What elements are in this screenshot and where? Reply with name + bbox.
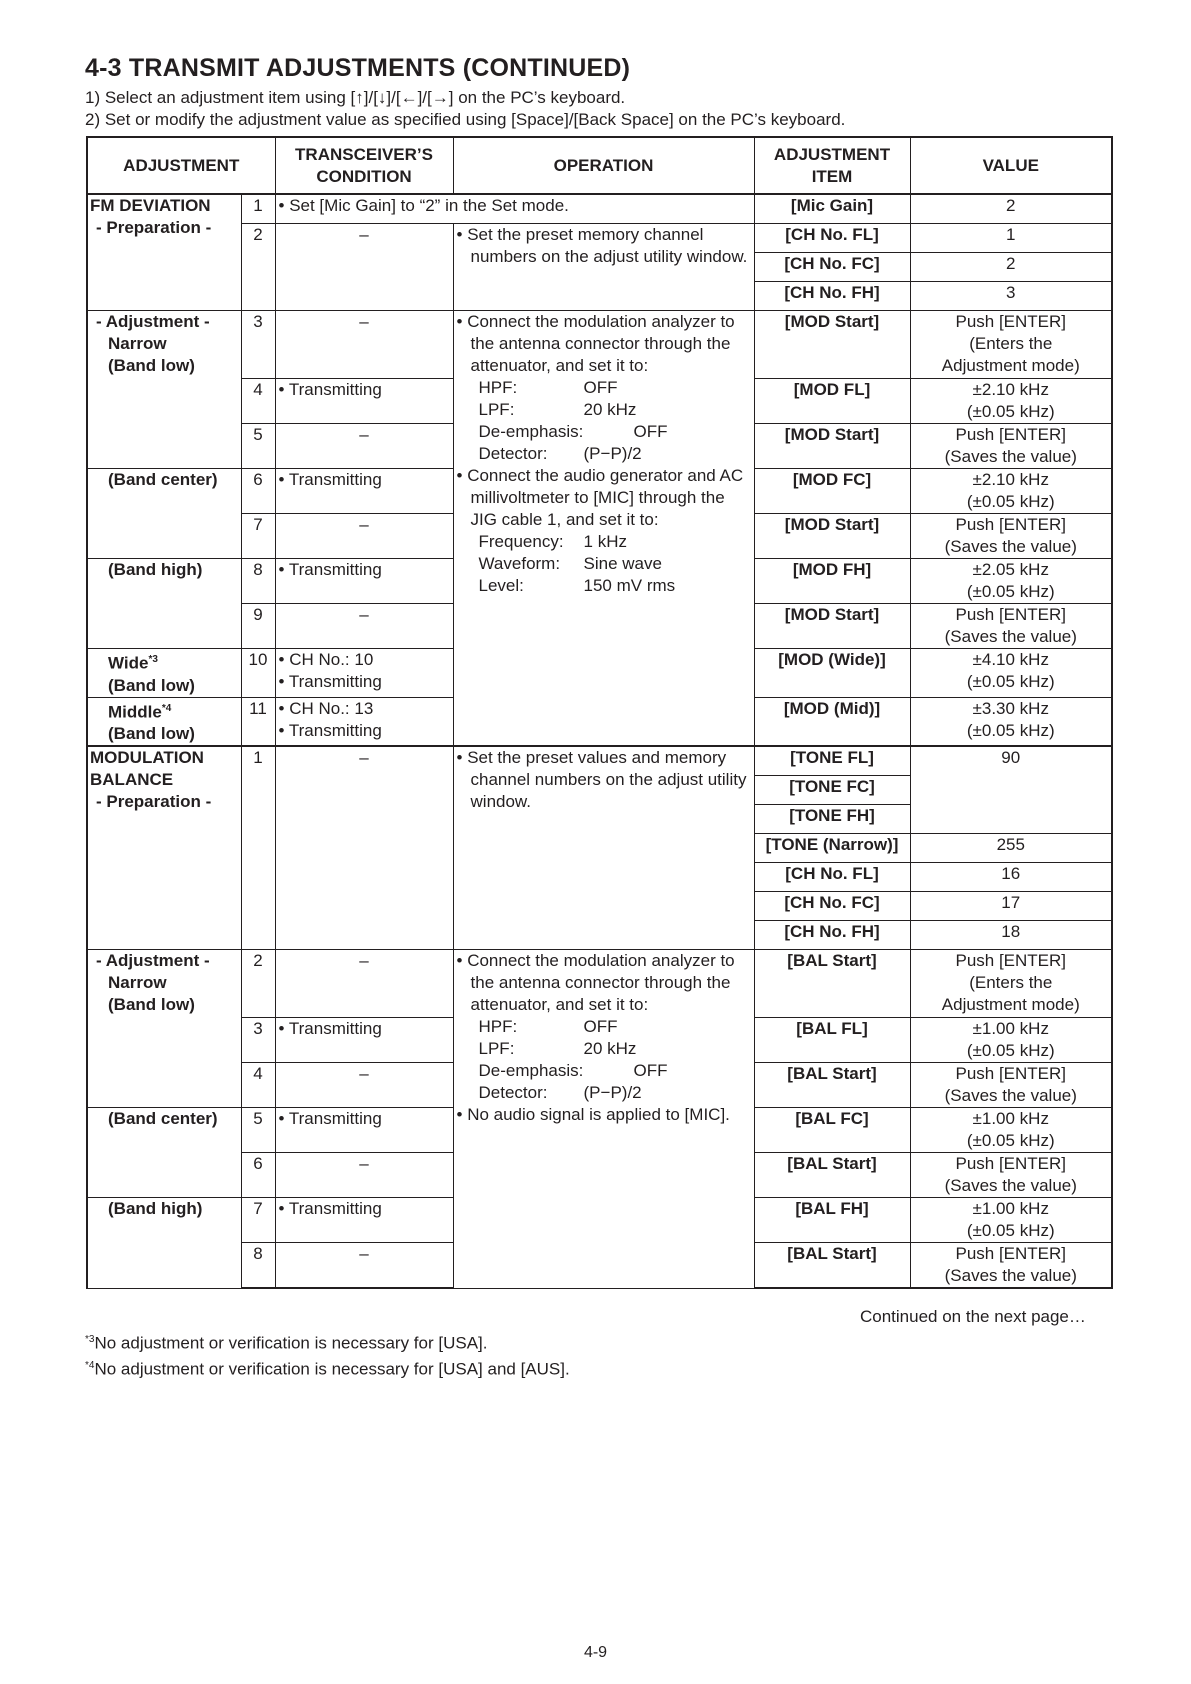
- param-value: Sine wave: [583, 554, 662, 573]
- adjustment-item: [CH No. FL]: [754, 863, 910, 892]
- footnote-text: No adjustment or verification is necessary for [USA].: [94, 1333, 488, 1353]
- footnote-mark: *4: [85, 1359, 95, 1371]
- value-line: (±0.05 kHz): [966, 402, 1055, 421]
- value-line: ±1.00 kHz: [972, 1109, 1049, 1129]
- step-number: 8: [241, 559, 275, 604]
- param-value: 150 mV rms: [583, 576, 676, 595]
- condition-line: • Transmitting: [278, 672, 382, 691]
- operation-text: • Connect the audio generator and AC millivoltmeter to [MIC] through the JIG cable 1, and set it to:: [456, 466, 744, 529]
- value-line: Adjustment mode): [941, 995, 1080, 1015]
- param-key: LPF:: [478, 400, 515, 419]
- param-value: OFF: [633, 1061, 668, 1081]
- continued-note: Continued on the next page…: [860, 1307, 1086, 1326]
- param-key: Detector:: [478, 1083, 548, 1103]
- footnote: [85, 1329, 570, 1355]
- value-line: (Saves the value): [944, 1086, 1077, 1106]
- adjustment-item: [MOD FC]: [754, 469, 910, 514]
- operation-param: [457, 1082, 754, 1104]
- adjustment-item: [MOD Start]: [754, 311, 910, 379]
- adjustment-cell: [87, 746, 241, 950]
- page-title: 4-3 TRANSMIT ADJUSTMENTS (CONTINUED): [85, 54, 631, 82]
- adjustment-cell: [87, 311, 241, 469]
- condition-cell: [275, 697, 453, 746]
- value-line: ±1.00 kHz: [972, 1019, 1049, 1039]
- adjustment-item: [BAL Start]: [754, 1243, 910, 1289]
- value-cell: [910, 379, 1112, 424]
- value-line: (±0.05 kHz): [966, 492, 1055, 511]
- adjustment-cell: [87, 469, 241, 559]
- operation-text: • Set the preset values and memory channel numbers on the adjust utility window.: [456, 748, 747, 812]
- adjustment-band: (Band low): [108, 675, 195, 695]
- operation-param: [457, 1016, 754, 1038]
- value-line: Push [ENTER]: [955, 605, 1067, 624]
- adjustment-subtitle: - Preparation -: [96, 792, 212, 812]
- value-line: ±4.10 kHz: [972, 650, 1049, 669]
- step-number: 6: [241, 1153, 275, 1198]
- value-line: (Saves the value): [944, 447, 1077, 466]
- adjustment-band: (Band center): [108, 1109, 218, 1129]
- adjustment-item: [BAL FH]: [754, 1198, 910, 1243]
- condition-cell: –: [275, 1243, 453, 1289]
- param-key: De-emphasis:: [478, 1061, 584, 1081]
- step-number: 4: [241, 379, 275, 424]
- value-cell: 255: [910, 834, 1112, 863]
- param-value: 1 kHz: [583, 532, 627, 551]
- transmit-adjustments-table: [86, 136, 1113, 1289]
- operation-param: [457, 531, 754, 553]
- value-cell: [910, 1243, 1112, 1289]
- value-cell: 2: [910, 194, 1112, 224]
- adjustment-subtitle: - Preparation -: [96, 218, 212, 237]
- footnote-text: No adjustment or verification is necessary for [USA] and [AUS].: [94, 1359, 570, 1379]
- step-number: 3: [241, 311, 275, 379]
- value-line: (Enters the: [969, 973, 1053, 993]
- footnote-mark: *4: [161, 702, 172, 714]
- step-number: 2: [241, 950, 275, 1018]
- condition-line: • Transmitting: [278, 720, 382, 740]
- condition-line: • CH No.: 13: [278, 698, 374, 718]
- header-condition-line2: CONDITION: [316, 166, 412, 186]
- adjustment-cell: [87, 1108, 241, 1198]
- value-cell: 3: [910, 282, 1112, 311]
- value-cell: [910, 559, 1112, 604]
- value-line: (Saves the value): [944, 537, 1077, 556]
- adjustment-band: (Band high): [108, 1199, 203, 1219]
- footnote: [85, 1355, 570, 1381]
- value-line: ±1.00 kHz: [972, 1199, 1049, 1219]
- operation-cell: [453, 746, 754, 950]
- param-key: Level:: [478, 576, 524, 595]
- step-number: 6: [241, 469, 275, 514]
- value-line: (±0.05 kHz): [966, 720, 1055, 740]
- header-adjustment: ADJUSTMENT: [87, 137, 275, 194]
- value-line: ±2.10 kHz: [972, 470, 1049, 489]
- condition-cell: • Transmitting: [275, 1018, 453, 1063]
- condition-cell: –: [275, 950, 453, 1018]
- value-line: (±0.05 kHz): [966, 1131, 1055, 1151]
- condition-cell: • Set [Mic Gain] to “2” in the Set mode.: [275, 194, 754, 224]
- condition-cell: –: [275, 1063, 453, 1108]
- table-row: [87, 311, 1112, 379]
- operation-param: [457, 553, 754, 575]
- value-line: (±0.05 kHz): [966, 1221, 1055, 1241]
- step-number: 4: [241, 1063, 275, 1108]
- condition-cell: –: [275, 514, 453, 559]
- operation-param: [457, 1038, 754, 1060]
- adjustment-item: [MOD FL]: [754, 379, 910, 424]
- condition-cell: • Transmitting: [275, 1108, 453, 1153]
- value-cell: 2: [910, 253, 1112, 282]
- step-number: 2: [241, 224, 275, 311]
- operation-param: [457, 443, 754, 465]
- table-header-row: [87, 137, 1112, 194]
- value-cell: [910, 1153, 1112, 1198]
- param-value: OFF: [583, 1017, 618, 1037]
- value-cell: [910, 424, 1112, 469]
- condition-cell: –: [275, 746, 453, 950]
- condition-cell: –: [275, 604, 453, 649]
- footnote-mark: *3: [148, 654, 158, 665]
- condition-line: • CH No.: 10: [278, 650, 374, 669]
- param-key: De-emphasis:: [478, 422, 584, 441]
- step-number: 9: [241, 604, 275, 649]
- value-line: (Saves the value): [944, 1266, 1077, 1286]
- adjustment-item: [CH No. FC]: [754, 892, 910, 921]
- param-key: LPF:: [478, 1039, 515, 1059]
- value-cell: [910, 649, 1112, 698]
- param-key: Frequency:: [478, 532, 564, 551]
- operation-param: [457, 421, 754, 443]
- value-line: Push [ENTER]: [955, 515, 1067, 534]
- step-number: 5: [241, 1108, 275, 1153]
- condition-cell: • Transmitting: [275, 1198, 453, 1243]
- adjustment-subtitle: - Adjustment -: [96, 312, 210, 331]
- value-line: ±3.30 kHz: [972, 698, 1049, 718]
- value-line: ±2.05 kHz: [972, 560, 1049, 579]
- header-value: VALUE: [910, 137, 1112, 194]
- adjustment-item: [CH No. FH]: [754, 921, 910, 950]
- value-cell: [910, 950, 1112, 1018]
- table-row: [87, 746, 1112, 776]
- adjustment-band: (Band high): [108, 560, 203, 579]
- operation-text: • Connect the modulation analyzer to the antenna connector through the attenuator, and set it to:: [456, 951, 735, 1015]
- param-key: Waveform:: [478, 554, 561, 573]
- step-number: 10: [241, 649, 275, 698]
- value-line: (Saves the value): [944, 1176, 1077, 1196]
- value-line: (±0.05 kHz): [966, 1041, 1055, 1061]
- value-line: (±0.05 kHz): [966, 672, 1055, 691]
- value-line: Push [ENTER]: [955, 425, 1067, 444]
- value-cell: [910, 514, 1112, 559]
- value-cell: [910, 1198, 1112, 1243]
- adjustment-cell: [87, 950, 241, 1108]
- adjustment-item: [MOD (Mid)]: [754, 697, 910, 746]
- header-item: [754, 137, 910, 194]
- value-line: Push [ENTER]: [955, 312, 1067, 331]
- operation-text: • Set the preset memory channel numbers on the adjust utility window.: [456, 225, 748, 266]
- value-cell: 18: [910, 921, 1112, 950]
- operation-cell: [453, 224, 754, 311]
- adjustment-mode-label: Wide: [108, 653, 149, 673]
- value-cell: 1: [910, 224, 1112, 253]
- adjustment-item: [BAL FL]: [754, 1018, 910, 1063]
- condition-cell: • Transmitting: [275, 469, 453, 514]
- header-condition-line1: TRANSCEIVER’S: [295, 144, 433, 164]
- step-number: 5: [241, 424, 275, 469]
- condition-cell: • Transmitting: [275, 379, 453, 424]
- value-cell: 90: [910, 746, 1112, 834]
- value-cell: [910, 1108, 1112, 1153]
- value-line: Push [ENTER]: [955, 1154, 1067, 1174]
- adjustment-title: MODULATION: [90, 748, 204, 768]
- param-value: 20 kHz: [583, 1039, 637, 1059]
- adjustment-cell: [87, 194, 241, 311]
- adjustment-mode: Narrow: [108, 973, 167, 993]
- table-row: [87, 224, 1112, 253]
- condition-cell: [275, 649, 453, 698]
- param-key: HPF:: [478, 378, 518, 397]
- value-cell: 16: [910, 863, 1112, 892]
- param-key: HPF:: [478, 1017, 518, 1037]
- condition-cell: –: [275, 424, 453, 469]
- operation-cell: [453, 950, 754, 1289]
- footnotes: [85, 1329, 570, 1380]
- value-cell: [910, 1018, 1112, 1063]
- header-item-line2: ITEM: [811, 166, 853, 186]
- table-row: [87, 194, 1112, 224]
- table-row: [87, 950, 1112, 1018]
- value-cell: [910, 469, 1112, 514]
- adjustment-item: [BAL FC]: [754, 1108, 910, 1153]
- adjustment-band: (Band low): [108, 995, 195, 1015]
- condition-cell: –: [275, 311, 453, 379]
- step-number: 8: [241, 1243, 275, 1289]
- step-number: 11: [241, 697, 275, 746]
- value-cell: [910, 311, 1112, 379]
- header-item-line1: ADJUSTMENT: [773, 144, 891, 164]
- param-value: OFF: [633, 422, 668, 441]
- operation-param: [457, 1060, 754, 1082]
- adjustment-item: [TONE FL]: [754, 746, 910, 776]
- value-line: ±2.10 kHz: [972, 380, 1049, 399]
- operation-param: [457, 377, 754, 399]
- operation-param: [457, 575, 754, 597]
- adjustment-item: [BAL Start]: [754, 1153, 910, 1198]
- adjustment-cell: [87, 559, 241, 649]
- value-line: Push [ENTER]: [955, 1244, 1067, 1264]
- condition-cell: –: [275, 224, 453, 311]
- adjustment-cell: [87, 1198, 241, 1289]
- step-number: 3: [241, 1018, 275, 1063]
- step-number: 1: [241, 194, 275, 224]
- condition-cell: • Transmitting: [275, 559, 453, 604]
- adjustment-item: [TONE (Narrow)]: [754, 834, 910, 863]
- adjustment-mode: [90, 649, 239, 675]
- adjustment-mode: Narrow: [108, 334, 167, 353]
- value-line: Adjustment mode): [941, 356, 1080, 375]
- param-key: Detector:: [478, 444, 548, 463]
- adjustment-item: [MOD Start]: [754, 604, 910, 649]
- operation-text: • No audio signal is applied to [MIC].: [456, 1105, 730, 1125]
- adjustment-item: [TONE FH]: [754, 805, 910, 834]
- operation-text: • Connect the modulation analyzer to the antenna connector through the attenuator, and set it to:: [456, 312, 735, 375]
- adjustment-item: [BAL Start]: [754, 1063, 910, 1108]
- adjustment-band: (Band low): [108, 356, 195, 375]
- adjustment-item: [MOD Start]: [754, 514, 910, 559]
- adjustment-mode: [90, 698, 239, 724]
- header-condition: [275, 137, 453, 194]
- value-line: Push [ENTER]: [955, 1064, 1067, 1084]
- condition-cell: –: [275, 1153, 453, 1198]
- param-value: OFF: [583, 378, 618, 397]
- value-line: (±0.05 kHz): [966, 582, 1055, 601]
- intro-step-2: 2) Set or modify the adjustment value as specified using [Space]/[Back Space] on the PC’s keyboard.: [85, 110, 846, 129]
- adjustment-title: BALANCE: [90, 770, 174, 790]
- adjustment-item: [MOD FH]: [754, 559, 910, 604]
- step-number: 7: [241, 514, 275, 559]
- adjustment-item: [BAL Start]: [754, 950, 910, 1018]
- value-line: Push [ENTER]: [955, 951, 1067, 971]
- intro-step-1: 1) Select an adjustment item using [↑]/[↓]/[←]/[→] on the PC’s keyboard.: [85, 88, 626, 107]
- adjustment-cell: [87, 649, 241, 698]
- step-number: 7: [241, 1198, 275, 1243]
- adjustment-mode-label: Middle: [108, 702, 162, 722]
- adjustment-item: [Mic Gain]: [754, 194, 910, 224]
- value-cell: 17: [910, 892, 1112, 921]
- footnote-mark: *3: [85, 1334, 95, 1345]
- adjustment-item: [MOD Start]: [754, 424, 910, 469]
- adjustment-band: (Band center): [108, 470, 218, 489]
- intro-instructions: [85, 87, 845, 131]
- value-line: (Saves the value): [944, 627, 1077, 646]
- adjustment-item: [MOD (Wide)]: [754, 649, 910, 698]
- adjustment-subtitle: - Adjustment -: [96, 951, 210, 971]
- param-value: 20 kHz: [583, 400, 637, 419]
- value-cell: [910, 604, 1112, 649]
- page-number: 4-9: [583, 1644, 608, 1661]
- adjustment-item: [CH No. FC]: [754, 253, 910, 282]
- operation-param: [457, 399, 754, 421]
- adjustment-item: [CH No. FH]: [754, 282, 910, 311]
- adjustment-item: [TONE FC]: [754, 776, 910, 805]
- value-cell: [910, 1063, 1112, 1108]
- adjustment-title: FM DEVIATION: [90, 196, 211, 215]
- value-line: (Enters the: [969, 334, 1053, 353]
- step-number: 1: [241, 746, 275, 950]
- param-value: (P−P)/2: [583, 444, 642, 463]
- adjustment-band: (Band low): [108, 724, 195, 744]
- adjustment-cell: [87, 697, 241, 746]
- param-value: (P−P)/2: [583, 1083, 642, 1103]
- value-cell: [910, 697, 1112, 746]
- operation-cell: [453, 311, 754, 747]
- adjustment-item: [CH No. FL]: [754, 224, 910, 253]
- header-operation: OPERATION: [453, 137, 754, 194]
